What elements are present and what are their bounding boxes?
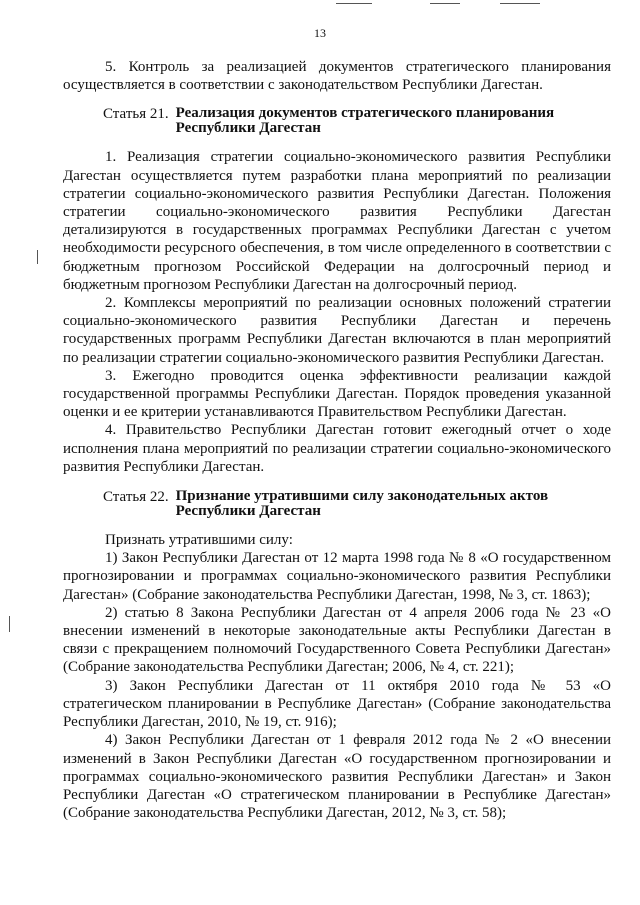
article-22-number: Статья 22. [103, 489, 169, 506]
scan-mark [37, 250, 38, 264]
article-21-heading [63, 105, 611, 136]
article-22-item: 3) Закон Республики Дагестан от 11 октября 2010 года № 53 «О стратегическом планировании в Республике Дагестан» (Собрание законодательства Республики Дагестан, 2010, № 19, ст. 916); [63, 677, 611, 731]
article-22-title: Признание утратившими силу законодательных актов Республики Дагестан [175, 488, 549, 520]
article-22-heading [63, 488, 611, 519]
article-22-item: 4) Закон Республики Дагестан от 1 февраля 2012 года № 2 «О внесении изменений в Закон Республики Дагестан «О государственном прогнозировании и программах социально-экономического развития Республики Дагестан» и Закон Республики Дагестан «О стратегическом планировании в Республике Дагестан» (Собрание законодательства Республики Дагестан, 2012, № 3, ст. 58); [63, 732, 611, 822]
paragraph-intro: 5. Контроль за реализацией документов стратегического планирования осуществляется в соответствии с законодательством Республики Дагестан. [63, 59, 611, 94]
document-body [63, 58, 611, 822]
article-21-paragraph: 2. Комплексы мероприятий по реализации основных положений стратегии социально-экономического развития Республики Дагестан и перечень государственных программ Республики Дагестан включаются в план мероприятий по реализации стратегии социально-экономического развития Республики Дагестан. [63, 295, 611, 366]
scan-mark [9, 616, 10, 632]
article-22-item: 2) статью 8 Закона Республики Дагестан от 4 апреля 2006 года № 23 «О внесении изменений в некоторые законодательные акты Республики Дагестан в связи с прекращением полномочий Государственного Совета Республики Дагестан» (Собрание законодательства Республики Дагестан; 2006, № 4, ст. 221); [63, 604, 611, 676]
article-21-paragraph: 1. Реализация стратегии социально-экономического развития Республики Дагестан осуществляется путем разработки плана мероприятий по реализации стратегии социально-экономического развития Республики Дагестан. Положения стратегии социально-экономического развития Республики Дагестан детализируются в государственных программах Республики Дагестан с учетом необходимости ресурсного обеспечения, в том числе определенного в соответствии с бюджетным прогнозом Российской Федерации на долгосрочный период и бюджетным прогнозом Республики Дагестан на долгосрочный период. [63, 149, 611, 293]
article-22-lead: Признать утратившими силу: [105, 532, 293, 549]
page-number: 13 [314, 26, 326, 40]
article-21-paragraph: 3. Ежегодно проводится оценка эффективности реализации каждой государственной программы Республики Дагестан. Порядок проведения указанной оценки и ее критерии устанавливаются Правительством Республики Дагестан. [63, 367, 611, 421]
article-21-number: Статья 21. [103, 106, 169, 123]
article-21-paragraph: 4. Правительство Республики Дагестан готовит ежегодный отчет о ходе исполнения плана мероприятий по реализации стратегии социально-экономического развития Республики Дагестан. [63, 422, 611, 475]
scan-mark [430, 3, 460, 4]
scan-mark [500, 3, 540, 4]
article-22-item: 1) Закон Республики Дагестан от 12 марта 1998 года № 8 «О государственном прогнозировании и программах социально-экономического развития Республики Дагестан» (Собрание законодательства Республики Дагестан, 1998, № 3, ст. 1863); [63, 550, 611, 603]
article-21-title: Реализация документов стратегического планирования Республики Дагестан [175, 105, 555, 137]
scan-mark [336, 3, 372, 4]
